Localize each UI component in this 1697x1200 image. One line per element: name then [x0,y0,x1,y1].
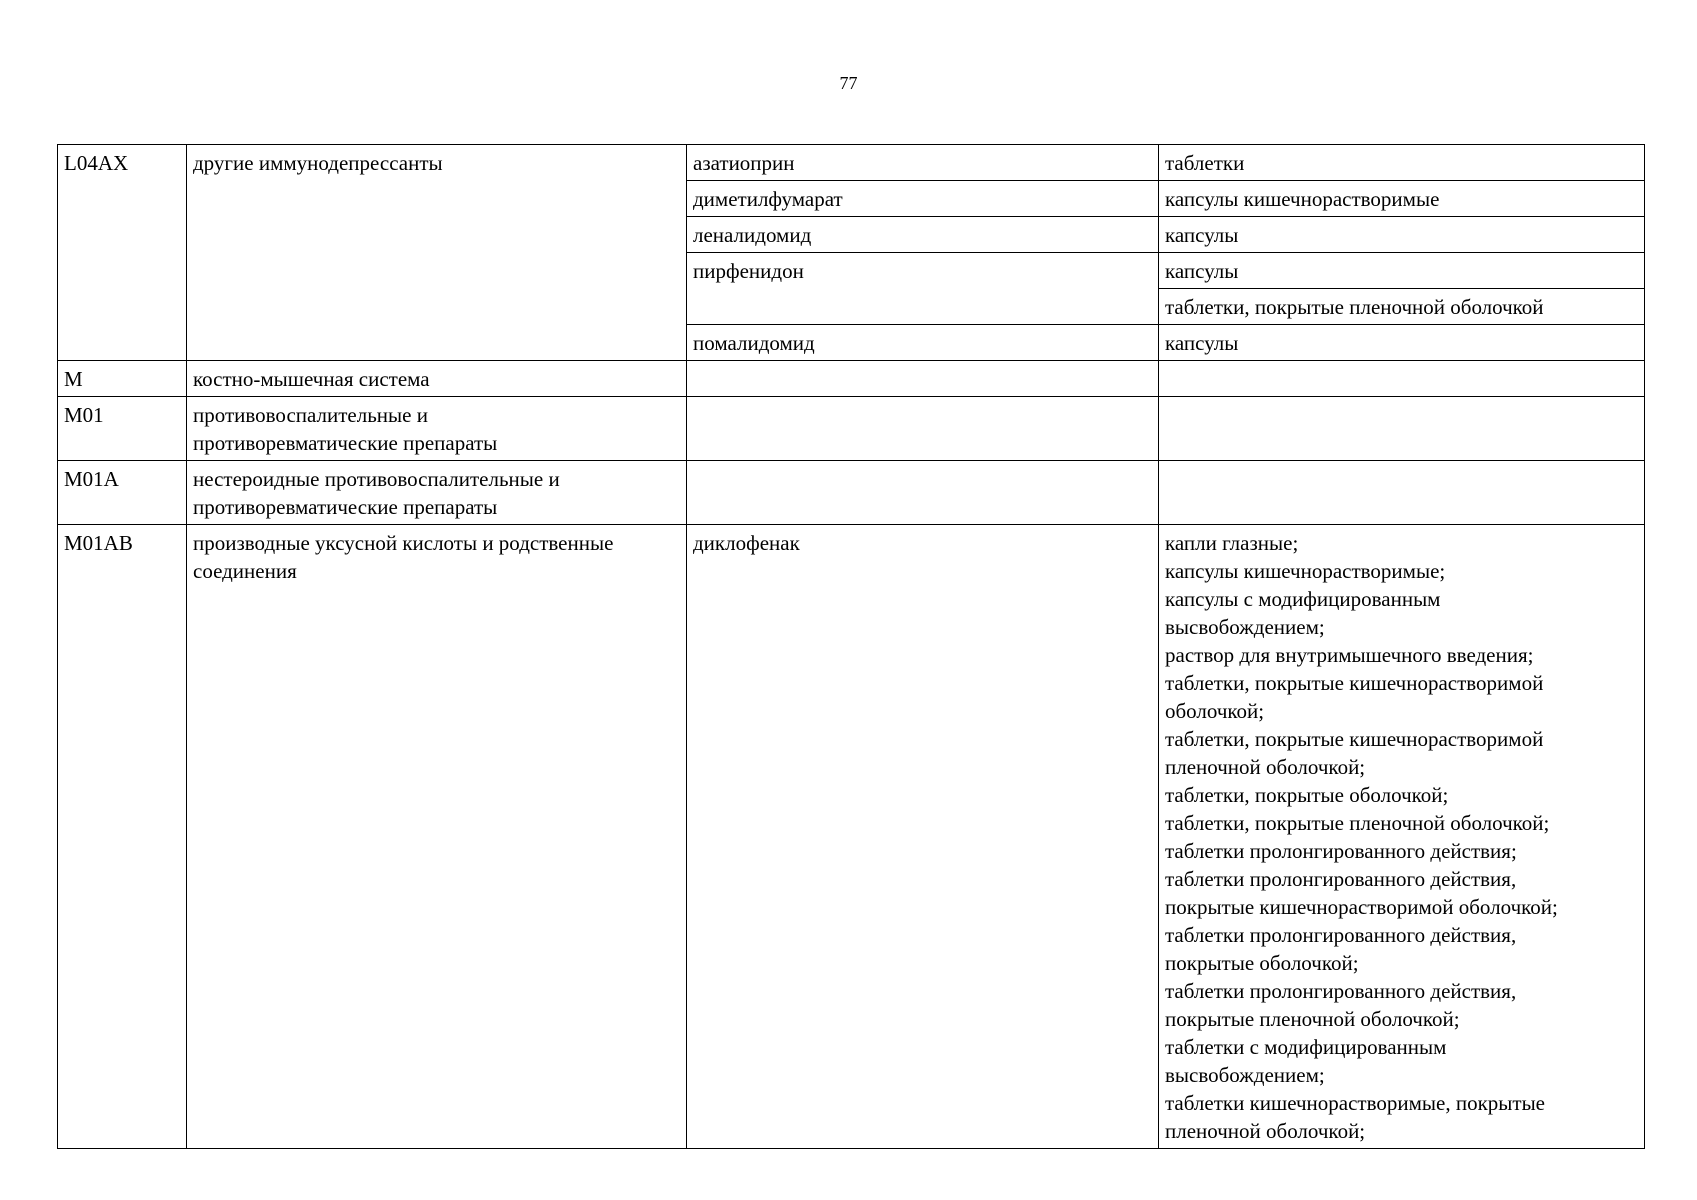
dosage-form-cell [1159,525,1645,1149]
atc-code-cell: M01 [58,397,187,461]
drug-name-cell [687,361,1159,397]
drug-name-cell: диклофенак [687,525,1159,1149]
group-name-line: соединения [193,559,297,583]
dosage-form-line: таблетки, покрытые оболочкой; [1165,783,1449,807]
drug-name-cell: помалидомид [687,325,1159,361]
table-row [58,397,1645,461]
dosage-form-cell: капсулы [1159,325,1645,361]
dosage-form-cell: таблетки [1159,145,1645,181]
dosage-form-line: таблетки пролонгированного действия, [1165,867,1517,891]
dosage-form-line: покрытые оболочкой; [1165,951,1359,975]
dosage-form-line: капли глазные; [1165,531,1299,555]
group-name-line: противоревматические препараты [193,495,498,519]
group-name-cell: костно-мышечная система [187,361,687,397]
dosage-form-line: капсулы с модифицированным [1165,587,1441,611]
group-name-line: нестероидные противовоспалительные и [193,467,560,491]
dosage-form-line: таблетки пролонгированного действия, [1165,979,1517,1003]
dosage-form-line: таблетки кишечнорастворимые, покрытые [1165,1091,1545,1115]
group-name-cell: другие иммунодепрессанты [187,145,687,361]
dosage-form-line: таблетки, покрытые кишечнорастворимой [1165,671,1544,695]
group-name-cell [187,461,687,525]
dosage-form-line: таблетки пролонгированного действия; [1165,839,1517,863]
dosage-form-line: таблетки пролонгированного действия, [1165,923,1517,947]
drug-name-cell [687,397,1159,461]
group-name-line: производные уксусной кислоты и родственные [193,531,614,555]
dosage-form-cell: капсулы [1159,253,1645,289]
dosage-form-cell: капсулы кишечнорастворимые [1159,181,1645,217]
dosage-form-line: покрытые пленочной оболочкой; [1165,1007,1460,1031]
dosage-form-line: пленочной оболочкой; [1165,755,1366,779]
dosage-form-line: раствор для внутримышечного введения; [1165,643,1534,667]
dosage-form-line: высвобождением; [1165,1063,1325,1087]
group-name-cell [187,397,687,461]
dosage-form-cell: таблетки, покрытые пленочной оболочкой [1159,289,1645,325]
dosage-form-line: покрытые кишечнорастворимой оболочкой; [1165,895,1558,919]
dosage-form-cell [1159,461,1645,525]
table-row [58,361,1645,397]
atc-code-cell: L04AX [58,145,187,361]
group-name-cell [187,525,687,1149]
drug-list-table [57,144,1645,1149]
table-row [58,525,1645,1149]
group-name-line: противовоспалительные и [193,403,428,427]
atc-code-cell: M [58,361,187,397]
drug-name-cell: азатиоприн [687,145,1159,181]
dosage-form-cell [1159,397,1645,461]
atc-code-cell: M01A [58,461,187,525]
drug-name-cell: диметилфумарат [687,181,1159,217]
drug-name-cell: леналидомид [687,217,1159,253]
table-row [58,461,1645,525]
dosage-form-line: капсулы кишечнорастворимые; [1165,559,1446,583]
dosage-form-line: таблетки, покрытые кишечнорастворимой [1165,727,1544,751]
dosage-form-line: пленочной оболочкой; [1165,1119,1366,1143]
drug-name-cell [687,461,1159,525]
dosage-form-cell [1159,361,1645,397]
dosage-form-cell: капсулы [1159,217,1645,253]
dosage-form-line: высвобождением; [1165,615,1325,639]
dosage-form-line: оболочкой; [1165,699,1265,723]
atc-code-cell: M01AB [58,525,187,1149]
drug-name-cell: пирфенидон [687,253,1159,325]
group-name-line: противоревматические препараты [193,431,498,455]
dosage-form-line: таблетки, покрытые пленочной оболочкой; [1165,811,1550,835]
dosage-form-line: таблетки с модифицированным [1165,1035,1447,1059]
table-row [58,145,1645,181]
page-number: 77 [839,73,858,93]
